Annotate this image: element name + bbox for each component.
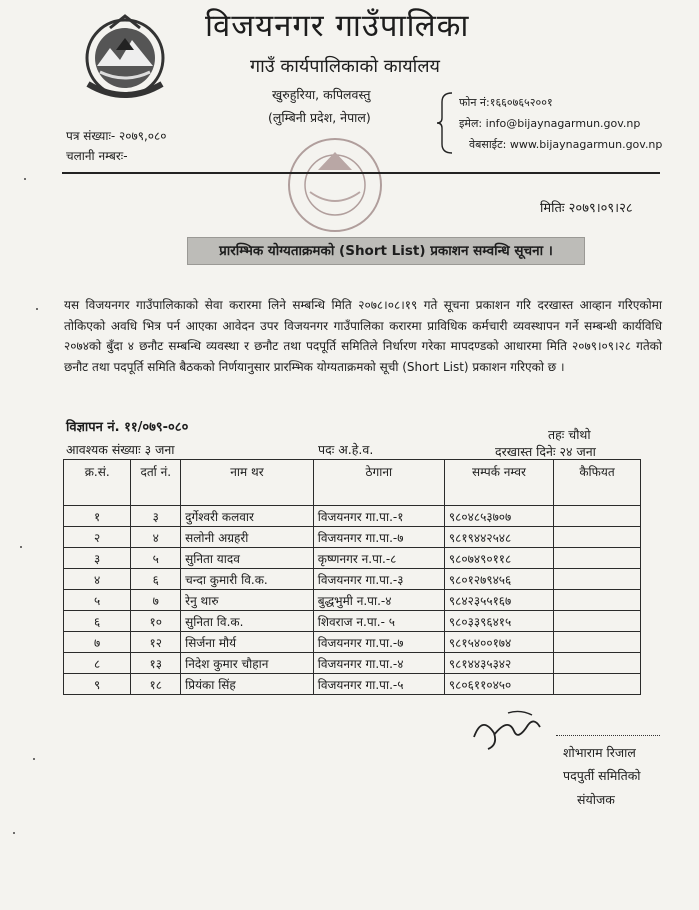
signatory-name: शोभाराम रिजाल bbox=[563, 745, 636, 760]
cell-name: प्रियंका सिंह bbox=[181, 674, 314, 695]
dispatch-number: चलानी नम्बरः- bbox=[66, 149, 128, 163]
cell-name: सुनिता यादव bbox=[181, 548, 314, 569]
address-line-1: खुरुहुरिया, कपिलवस्तु bbox=[272, 87, 371, 102]
cell-address: विजयनगर गा.पा.-७ bbox=[313, 527, 444, 548]
table-header-row bbox=[64, 460, 641, 506]
cell-contact: ९८०७४९०११८ bbox=[444, 548, 553, 569]
cell-contact: ९८०६११०४५० bbox=[444, 674, 553, 695]
address-line-2: (लुम्बिनी प्रदेश, नेपाल) bbox=[268, 110, 371, 125]
cell-remarks bbox=[554, 590, 641, 611]
cell-address: बुद्धभुमी न.पा.-४ bbox=[313, 590, 444, 611]
cell-reg-no: ६ bbox=[131, 569, 181, 590]
scan-speck bbox=[24, 178, 26, 180]
shortlist-table bbox=[63, 459, 641, 695]
letter-number: पत्र संख्याः- २०७९,०८० bbox=[66, 129, 167, 143]
required-count: आवश्यक संख्याः ३ जना bbox=[66, 442, 175, 457]
cell-reg-no: ४ bbox=[131, 527, 181, 548]
signature-line bbox=[556, 735, 660, 736]
col-contact: सम्पर्क नम्वर bbox=[444, 460, 553, 506]
cell-name: दुर्गेश्वरी कलवार bbox=[181, 506, 314, 527]
col-reg-no: दर्ता नं. bbox=[131, 460, 181, 506]
handwritten-signature bbox=[468, 705, 558, 755]
cell-reg-no: ५ bbox=[131, 548, 181, 569]
cell-address: विजयनगर गा.पा.-३ bbox=[313, 569, 444, 590]
cell-address: विजयनगर गा.पा.-७ bbox=[313, 632, 444, 653]
cell-contact: ९८१९४४२५४८ bbox=[444, 527, 553, 548]
cell-reg-no: ७ bbox=[131, 590, 181, 611]
signatory-position: संयोजक bbox=[577, 792, 615, 807]
cell-name: निदेश कुमार चौहान bbox=[181, 653, 314, 674]
scan-speck bbox=[20, 546, 22, 548]
cell-address: शिवराज न.पा.- ५ bbox=[313, 611, 444, 632]
cell-serial: ७ bbox=[64, 632, 131, 653]
cell-name: सुनिता वि.क. bbox=[181, 611, 314, 632]
cell-serial: ९ bbox=[64, 674, 131, 695]
cell-address: कृष्णनगर न.पा.-८ bbox=[313, 548, 444, 569]
cell-remarks bbox=[554, 569, 641, 590]
table-row bbox=[64, 653, 641, 674]
cell-remarks bbox=[554, 653, 641, 674]
applicant-count: दरखास्त दिनेः २४ जना bbox=[495, 444, 596, 459]
signatory-role: पदपुर्ती समितिको bbox=[563, 768, 641, 783]
scan-speck bbox=[13, 832, 15, 834]
cell-remarks bbox=[554, 506, 641, 527]
post-level: तहः चौथो bbox=[548, 427, 591, 442]
cell-remarks bbox=[554, 674, 641, 695]
email-address: इमेल: info@bijaynagarmun.gov.np bbox=[459, 117, 641, 130]
cell-address: विजयनगर गा.पा.-४ bbox=[313, 653, 444, 674]
scan-speck bbox=[33, 758, 35, 760]
col-name: नाम थर bbox=[181, 460, 314, 506]
header-divider bbox=[62, 172, 660, 174]
cell-reg-no: ३ bbox=[131, 506, 181, 527]
table-row bbox=[64, 611, 641, 632]
cell-contact: ९८४२३५५१६७ bbox=[444, 590, 553, 611]
website-address: वेबसाईट: www.bijaynagarmun.gov.np bbox=[469, 138, 663, 151]
cell-serial: १ bbox=[64, 506, 131, 527]
office-stamp bbox=[280, 130, 395, 240]
notice-title: प्रारम्भिक योग्यताक्रमको (Short List) प्रकाशन सम्वन्धि सूचना । bbox=[188, 238, 584, 264]
cell-name: रेनु थारु bbox=[181, 590, 314, 611]
cell-remarks bbox=[554, 548, 641, 569]
cell-serial: ३ bbox=[64, 548, 131, 569]
table-row bbox=[64, 548, 641, 569]
col-serial: क्र.सं. bbox=[64, 460, 131, 506]
cell-contact: ९८०३३९६४१५ bbox=[444, 611, 553, 632]
cell-serial: ४ bbox=[64, 569, 131, 590]
municipality-logo bbox=[80, 10, 170, 100]
phone-number: फोन नं:१६६०७६५२००१ bbox=[459, 96, 553, 109]
office-name: गाउँ कार्यपालिकाको कार्यालय bbox=[250, 56, 440, 77]
cell-remarks bbox=[554, 632, 641, 653]
cell-reg-no: १२ bbox=[131, 632, 181, 653]
cell-contact: ९८०४८५३७०७ bbox=[444, 506, 553, 527]
letter-date: मितिः २०७९।०९।२८ bbox=[540, 201, 633, 216]
municipality-name: विजयनगर गाउँपालिका bbox=[205, 8, 470, 44]
cell-name: चन्दा कुमारी वि.क. bbox=[181, 569, 314, 590]
cell-contact: ९८०१२७९४५६ bbox=[444, 569, 553, 590]
table-row bbox=[64, 590, 641, 611]
contact-block bbox=[459, 92, 662, 155]
col-remarks: कैफियत bbox=[554, 460, 641, 506]
cell-reg-no: १० bbox=[131, 611, 181, 632]
cell-address: विजयनगर गा.पा.-१ bbox=[313, 506, 444, 527]
table-row bbox=[64, 674, 641, 695]
notice-body: यस विजयनगर गाउँपालिकाको सेवा करारमा लिने सम्बन्धि मिति २०७८।०८।१९ गते सूचना प्रकाशन गरि दरखास्त आव्हान गरिएकोमा तोकिएको अवधि भित्र पर्न आएका आवेदन उपर विजयनगर गाउँपालिका करारमा प्राविधिक कर्मचारी व्यवस्थापन गर्ने सम्बन्धी कार्यविधि २०७४को बुँदा ४ छनौट सम्बन्धि व्यवस्था र छनौट तथा पदपूर्ति समितिले निर्धारण गरेका मापदण्डको आधारमा मिति २०७९।०९।२८ गतेको छनौट तथा पदपूर्ति समिति बैठकको निर्णयानुसार प्रारम्भिक योग्यताक्रमको सूची (Short List) प्रकाशन गरिएको छ । bbox=[64, 298, 662, 374]
cell-remarks bbox=[554, 527, 641, 548]
cell-serial: ५ bbox=[64, 590, 131, 611]
scan-speck bbox=[36, 308, 38, 310]
cell-reg-no: १८ bbox=[131, 674, 181, 695]
contact-bracket bbox=[436, 92, 454, 154]
advertisement-number: विज्ञापन नं. ११/०७९-०८० bbox=[66, 420, 189, 435]
cell-contact: ९८१४४३५३४२ bbox=[444, 653, 553, 674]
post-name: पदः अ.हे.व. bbox=[318, 442, 374, 457]
table-row bbox=[64, 632, 641, 653]
table-row bbox=[64, 527, 641, 548]
col-address: ठेगाना bbox=[313, 460, 444, 506]
cell-serial: ८ bbox=[64, 653, 131, 674]
table-row bbox=[64, 506, 641, 527]
cell-serial: २ bbox=[64, 527, 131, 548]
cell-remarks bbox=[554, 611, 641, 632]
cell-contact: ९८१५४००१७४ bbox=[444, 632, 553, 653]
cell-name: सिर्जना मौर्य bbox=[181, 632, 314, 653]
cell-serial: ६ bbox=[64, 611, 131, 632]
cell-name: सलोनी अग्रहरी bbox=[181, 527, 314, 548]
cell-reg-no: १३ bbox=[131, 653, 181, 674]
cell-address: विजयनगर गा.पा.-५ bbox=[313, 674, 444, 695]
table-row bbox=[64, 569, 641, 590]
